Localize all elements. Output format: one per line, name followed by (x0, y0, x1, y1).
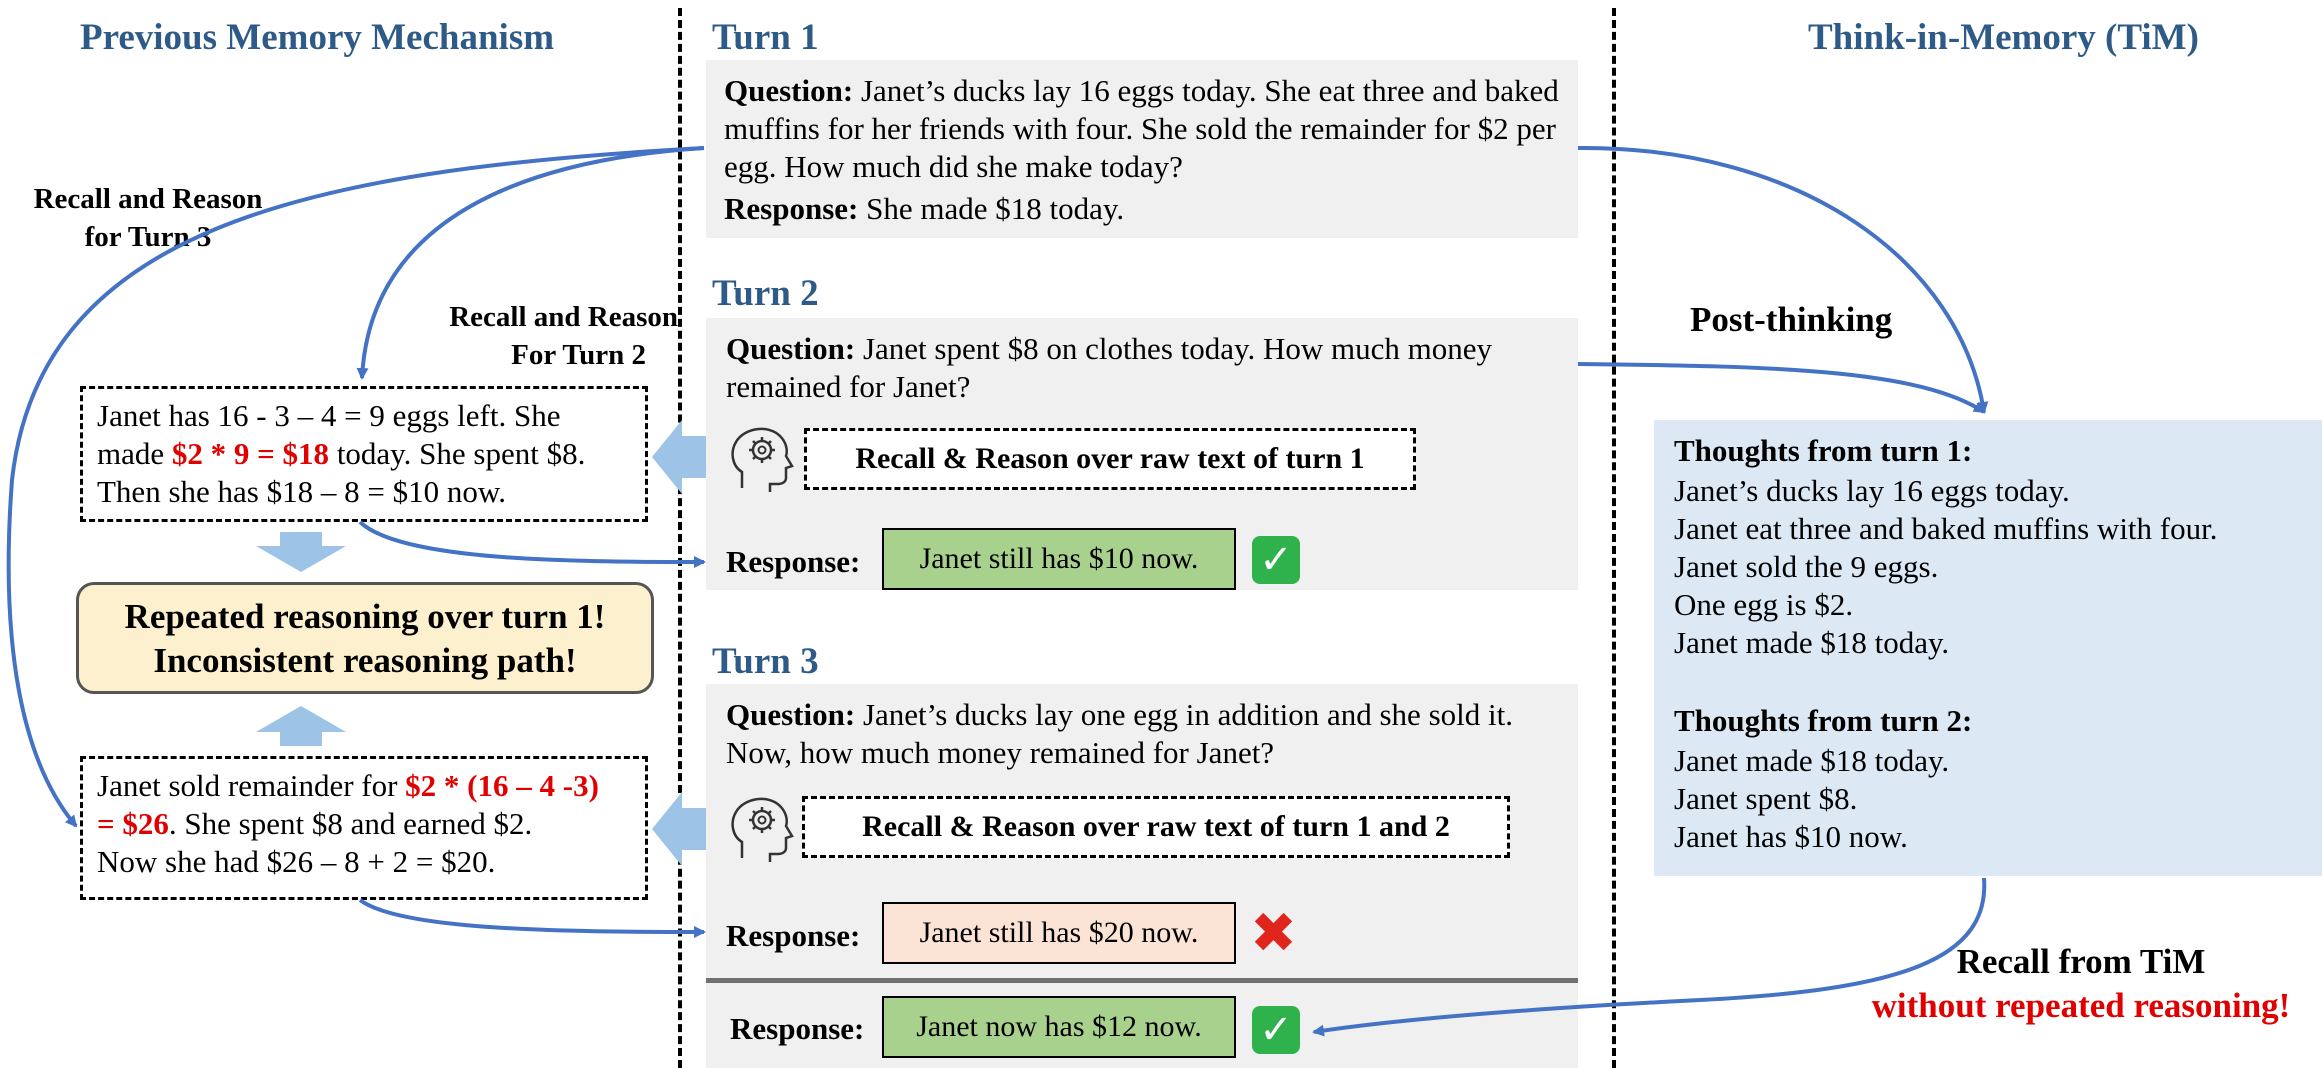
turn2-response-box: Janet still has $10 now. (882, 528, 1236, 590)
turn2-title: Turn 2 (712, 273, 819, 314)
turn1-title: Turn 1 (712, 17, 819, 58)
arrow-turn2-to-tim (1578, 364, 1984, 412)
text: today. She spent $8. (329, 436, 586, 471)
thought-item: Janet made $18 today. (1674, 743, 1950, 778)
question-label: Question: (726, 331, 856, 366)
highlight: $2 * (16 – 4 -3) (405, 768, 599, 803)
arrow-tim-to-response (1314, 878, 1984, 1032)
line: Now she had $26 – 8 + 2 = $20. (97, 844, 496, 879)
response-label: Response: (724, 191, 859, 226)
thought-item: Janet sold the 9 eggs. (1674, 549, 1939, 584)
turn3-response-box: Janet still has $20 now. (882, 902, 1236, 964)
thoughts1-title: Thoughts from turn 1: (1674, 433, 1973, 468)
arrow-left-box-to-turn3-response (360, 900, 704, 932)
question-text: Janet’s ducks lay 16 eggs today. She eat three and baked muffins for her friends with four. She sold the remainder for $2 per egg. How much did she make today? (724, 73, 1559, 184)
question-label: Question: (724, 73, 854, 108)
tim-header: Think-in-Memory (TiM) (1808, 17, 2199, 58)
line: Janet has 16 - 3 – 4 = 9 eggs left. She (97, 398, 561, 433)
turn2-recall-box: Recall & Reason over raw text of turn 1 (804, 428, 1416, 490)
line: Then she has $18 – 8 = $10 now. (97, 474, 506, 509)
warning-line1: Repeated reasoning over turn 1! (124, 597, 606, 636)
turn3-title: Turn 3 (712, 641, 819, 682)
turn2-response-label: Response: (726, 544, 861, 579)
arrow-turn1-to-left-box (362, 148, 704, 378)
turn3-response-label: Response: (726, 918, 861, 953)
highlight: = $26 (97, 806, 169, 841)
text: made (97, 436, 172, 471)
recall-turn2-line1: Recall and Reason (449, 301, 678, 333)
arrow-turn1-to-tim (1578, 148, 1984, 412)
thought-item: Janet’s ducks lay 16 eggs today. (1674, 473, 2070, 508)
thought-item: Janet has $10 now. (1674, 819, 1908, 854)
text: Janet sold remainder for (97, 768, 406, 803)
question-text: Janet spent $8 on clothes today. How much money remained for Janet? (726, 331, 1493, 404)
recall-turn2-line2: For Turn 2 (511, 339, 646, 371)
question-text: Janet’s ducks lay one egg in addition and she sold it. Now, how much money remained for Janet? (726, 697, 1513, 770)
arrow-left-box-to-turn2-response (360, 522, 704, 562)
arrow-turn1-to-bottom-box (9, 148, 704, 826)
recall-tim-line1: Recall from TiM (1956, 942, 2206, 981)
cross-mark-icon: ✖ (1250, 901, 1297, 966)
highlight: $2 * 9 = $18 (171, 436, 330, 471)
tim-response-label: Response: (730, 1011, 865, 1046)
thought-item: Janet eat three and baked muffins with four. (1674, 511, 2218, 546)
response-text: She made $18 today. (866, 191, 1125, 226)
previous-memory-header: Previous Memory Mechanism (80, 17, 555, 58)
thought-item: One egg is $2. (1674, 587, 1854, 622)
thoughts2-title: Thoughts from turn 2: (1674, 703, 1973, 738)
recall-turn3-label: Recall and Reason for Turn 3 (33, 183, 263, 253)
check-mark-icon: ✓ (1252, 1006, 1300, 1054)
question-label: Question: (726, 697, 856, 732)
post-thinking-label: Post-thinking (1690, 300, 1893, 339)
thought-item: Janet made $18 today. (1674, 625, 1950, 660)
thought-item: Janet spent $8. (1674, 781, 1858, 816)
text: . She spent $8 and earned $2. (168, 806, 533, 841)
turn3-recall-box: Recall & Reason over raw text of turn 1 and 2 (802, 796, 1510, 858)
recall-tim-line2: without repeated reasoning! (1871, 986, 2291, 1025)
warning-line2: Inconsistent reasoning path! (153, 641, 577, 680)
check-mark-icon: ✓ (1252, 536, 1300, 584)
tim-response-box: Janet now has $12 now. (882, 996, 1236, 1058)
